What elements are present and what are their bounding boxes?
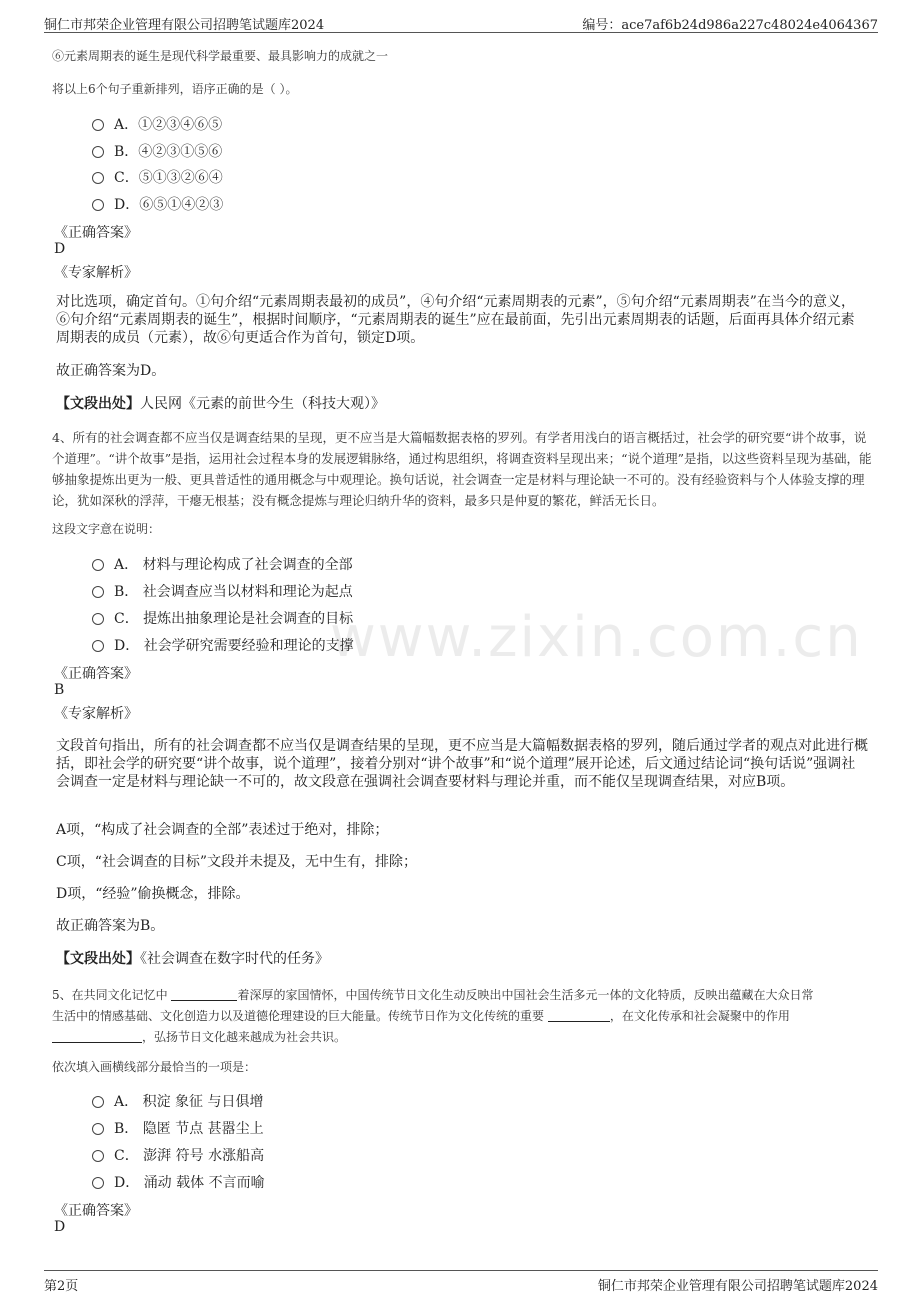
q4-option-d[interactable]: D． 社会学研究需要经验和理论的支撑 <box>92 635 354 655</box>
radio-icon[interactable] <box>92 559 104 571</box>
q5-option-b[interactable]: B． 隐匿 节点 甚嚣尘上 <box>92 1118 264 1138</box>
q3-option-d[interactable]: D．⑥⑤①④②③ <box>92 194 223 214</box>
q4-source <box>56 950 329 968</box>
q3-conclusion: 故正确答案为D。 <box>56 363 166 379</box>
q4-analysis-label: 《专家解析》 <box>54 706 138 722</box>
watermark: www.zixin.com.cn <box>330 605 863 670</box>
q4-option-c[interactable]: C． 提炼出抽象理论是社会调查的目标 <box>92 608 353 628</box>
fill-blank-2[interactable] <box>548 1009 610 1022</box>
q5-answer: D <box>54 1219 66 1235</box>
q5-stem: 5、在共同文化记忆中 着深厚的家国情怀，中国传统节日文化生动反映出中国社会生活多元一体的文化特质，反映出蕴藏在大众日常 生活中的情感基础、文化创造力以及道德伦理建设的巨大能量。传统节日作为文化传统的重要 ，在文化传承和社会凝聚中的作用 ，弘扬节日文化越来越成为社会共识。 <box>52 988 814 1044</box>
radio-icon[interactable] <box>92 119 104 131</box>
q4-conclusion: 故正确答案为B。 <box>56 918 165 934</box>
source-text: 《社会调查在数字时代的任务》 <box>140 951 329 967</box>
radio-icon[interactable] <box>92 199 104 211</box>
footer-title: 铜仁市邦荣企业管理有限公司招聘笔试题库2024 <box>597 1279 878 1294</box>
q5-prompt: 依次填入画横线部分最恰当的一项是： <box>52 1060 257 1074</box>
q4-analysis: 文段首句指出，所有的社会调查都不应当仅是调查结果的呈现，更不应当是大篇幅数据表格的罗列，随后通过学者的观点对此进行概括，即社会学的研究要“讲个故事，说个道理”，接着分别对“讲个故事”和“说个道理”展开论述，后文通过结论词“换句话说”强调社会调查一定是材料与理论缺一不可的，故文段意在强调社会调查要材料与理论并重，而不能仅呈现调查结果，对应B项。 <box>56 738 868 790</box>
page-number: 第2页 <box>44 1279 79 1294</box>
radio-icon[interactable] <box>92 172 104 184</box>
q4-note-d: D项，“经验”偷换概念，排除。 <box>56 886 250 902</box>
q4-note-c: C项，“社会调查的目标”文段并未提及，无中生有，排除； <box>56 854 418 870</box>
source-text: 人民网《元素的前世今生（科技大观）》 <box>140 396 385 412</box>
q5-answer-label: 《正确答案》 <box>54 1203 138 1219</box>
q3-option-b[interactable]: B．④②③①⑤⑥ <box>92 141 222 161</box>
radio-icon[interactable] <box>92 613 104 625</box>
radio-icon[interactable] <box>92 1096 104 1108</box>
q4-answer: B <box>54 682 65 698</box>
radio-icon[interactable] <box>92 146 104 158</box>
q3-answer: D <box>54 241 66 257</box>
radio-icon[interactable] <box>92 640 104 652</box>
fill-blank-1[interactable] <box>171 988 237 1001</box>
radio-icon[interactable] <box>92 586 104 598</box>
q4-note-a: A项，“构成了社会调查的全部”表述过于绝对，排除； <box>56 822 389 838</box>
radio-icon[interactable] <box>92 1150 104 1162</box>
q4-stem: 4、所有的社会调查都不应当仅是调查结果的呈现，更不应当是大篇幅数据表格的罗列。有学者用浅白的语言概括过，社会学的研究要“讲个故事，说个道理”。“讲个故事”是指，运用社会过程本身的发展逻辑脉络，通过构思组织，将调查资料呈现出来；“说个道理”是指，以这些资料呈现为基础，能够抽象提炼出更为一般、更具普适性的通用概念与中观理论。换句话说，社会调查一定是材料与理论缺一不可的。没有经验资料与个人体验支撑的理论，犹如深秋的浮萍，干瘪无根基；没有概念提炼与理论归纳升华的资料，最多只是仲夏的繁花，鲜活无长日。 <box>52 430 872 508</box>
q3-answer-label: 《正确答案》 <box>54 225 138 241</box>
q3-analysis-label: 《专家解析》 <box>54 265 138 281</box>
q4-option-b[interactable]: B． 社会调查应当以材料和理论为起点 <box>92 581 353 601</box>
q4-option-a[interactable]: A． 材料与理论构成了社会调查的全部 <box>92 554 353 574</box>
q3-analysis: 对比选项，确定首句。①句介绍“元素周期表最初的成员”，④句介绍“元素周期表的元素”，⑤句介绍“元素周期表”在当今的意义，⑥句介绍“元素周期表的诞生”，根据时间顺序，“元素周期表的诞生”应在最前面，先引出元素周期表的话题，后面再具体介绍元素周期表的成员（元素），故⑥句更适合作为首句，锁定D项。 <box>56 294 855 346</box>
q3-option-c[interactable]: C．⑤①③②⑥④ <box>92 167 223 187</box>
header-title: 铜仁市邦荣企业管理有限公司招聘笔试题库2024 <box>44 18 325 33</box>
page-header <box>44 10 878 33</box>
fill-blank-3[interactable] <box>52 1030 142 1043</box>
radio-icon[interactable] <box>92 1123 104 1135</box>
q3-source <box>56 395 385 413</box>
q5-option-c[interactable]: C． 澎湃 符号 水涨船高 <box>92 1145 264 1165</box>
q3-prompt: 将以上6个句子重新排列，语序正确的是（ ）。 <box>52 82 298 96</box>
radio-icon[interactable] <box>92 1177 104 1189</box>
q4-answer-label: 《正确答案》 <box>54 666 138 682</box>
page-footer <box>44 1270 878 1299</box>
q3-option-a[interactable]: A．①②③④⑥⑤ <box>92 114 222 134</box>
q5-option-d[interactable]: D． 涌动 载体 不言而喻 <box>92 1172 265 1192</box>
q4-prompt: 这段文字意在说明： <box>52 522 161 536</box>
q5-option-a[interactable]: A． 积淀 象征 与日俱增 <box>92 1091 263 1111</box>
source-tag: 【文段出处】 <box>56 951 140 967</box>
source-tag: 【文段出处】 <box>56 396 140 412</box>
q3-sentence-6: ⑥元素周期表的诞生是现代科学最重要、最具影响力的成就之一 <box>52 49 389 63</box>
header-doc-id: 编号：ace7af6b24d986a227c48024e4064367 <box>582 18 878 33</box>
